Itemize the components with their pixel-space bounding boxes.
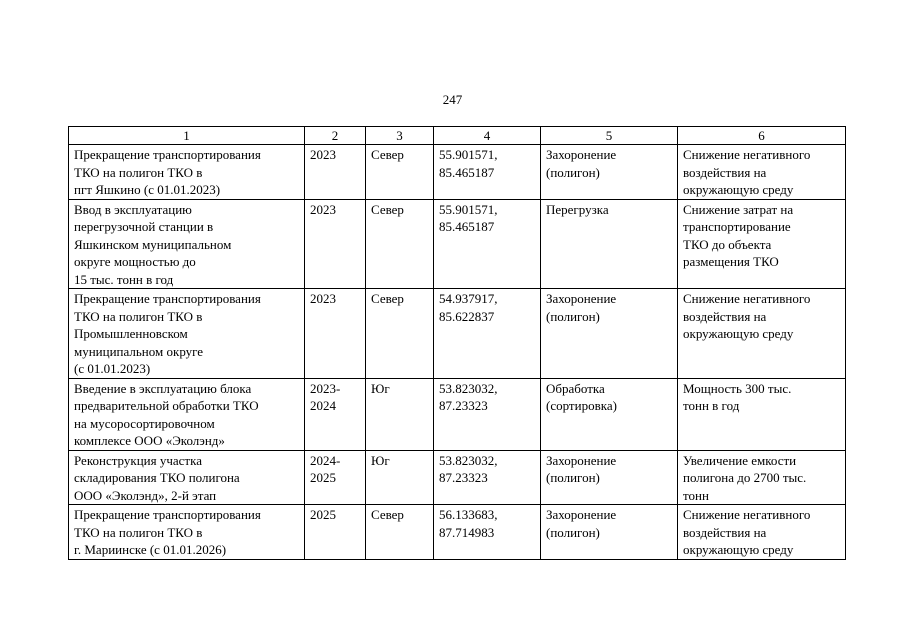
table-body [69,145,846,560]
cell-measure: Ввод в эксплуатацию перегрузочной станции в Яшкинском муниципальном округе мощностью до 15 тыс. тонн в год [69,199,305,289]
cell-activity: Захоронение (полигон) [541,289,678,379]
cell-zone: Юг [366,450,434,505]
cell-year: 2024- 2025 [305,450,366,505]
cell-coordinates: 56.133683, 87.714983 [434,505,541,560]
cell-effect: Снижение негативного воздействия на окружающую среду [678,145,846,200]
cell-measure: Прекращение транспортирования ТКО на полигон ТКО в г. Мариинске (с 01.01.2026) [69,505,305,560]
table-row [69,450,846,505]
cell-effect: Мощность 300 тыс. тонн в год [678,378,846,450]
cell-year: 2023 [305,289,366,379]
table-header [69,127,846,145]
cell-activity: Захоронение (полигон) [541,505,678,560]
table-row [69,378,846,450]
table-row [69,145,846,200]
header-cell-6: 6 [678,127,846,145]
cell-effect: Снижение затрат на транспортирование ТКО до объекта размещения ТКО [678,199,846,289]
cell-coordinates: 54.937917, 85.622837 [434,289,541,379]
header-cell-3: 3 [366,127,434,145]
cell-measure: Прекращение транспортирования ТКО на полигон ТКО в Промышленновском муниципальном округе (с 01.01.2023) [69,289,305,379]
cell-coordinates: 53.823032, 87.23323 [434,378,541,450]
table-row [69,199,846,289]
cell-coordinates: 55.901571, 85.465187 [434,145,541,200]
cell-zone: Север [366,145,434,200]
cell-measure: Прекращение транспортирования ТКО на полигон ТКО в пгт Яшкино (с 01.01.2023) [69,145,305,200]
cell-zone: Север [366,289,434,379]
cell-activity: Захоронение (полигон) [541,145,678,200]
page-number: 247 [442,92,463,107]
header-cell-4: 4 [434,127,541,145]
cell-year: 2023 [305,145,366,200]
cell-year: 2023- 2024 [305,378,366,450]
cell-zone: Север [366,505,434,560]
data-table [68,126,846,560]
cell-effect: Снижение негативного воздействия на окружающую среду [678,505,846,560]
table-row [69,289,846,379]
cell-activity: Перегрузка [541,199,678,289]
cell-zone: Север [366,199,434,289]
table-row [69,505,846,560]
cell-coordinates: 55.901571, 85.465187 [434,199,541,289]
cell-zone: Юг [366,378,434,450]
cell-activity: Захоронение (полигон) [541,450,678,505]
header-row [69,127,846,145]
cell-year: 2025 [305,505,366,560]
cell-measure: Реконструкция участка складирования ТКО полигона ООО «Эколэнд», 2-й этап [69,450,305,505]
cell-activity: Обработка (сортировка) [541,378,678,450]
header-cell-5: 5 [541,127,678,145]
cell-effect: Снижение негативного воздействия на окружающую среду [678,289,846,379]
header-cell-1: 1 [69,127,305,145]
cell-year: 2023 [305,199,366,289]
cell-coordinates: 53.823032, 87.23323 [434,450,541,505]
header-cell-2: 2 [305,127,366,145]
cell-effect: Увеличение емкости полигона до 2700 тыс. тонн [678,450,846,505]
cell-measure: Введение в эксплуатацию блока предварительной обработки ТКО на мусоросортировочном комплексе ООО «Эколэнд» [69,378,305,450]
